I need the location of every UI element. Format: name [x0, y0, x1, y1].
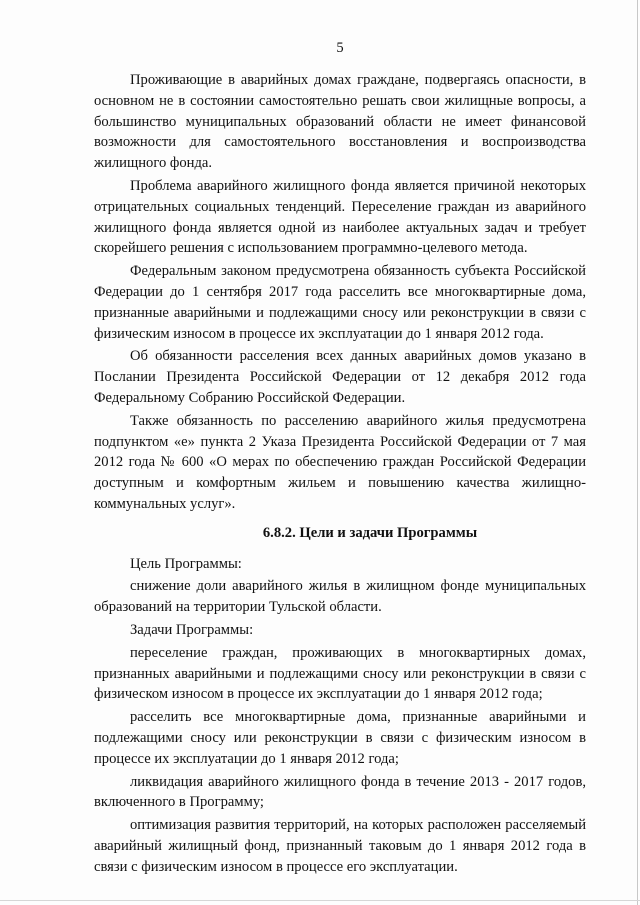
- paragraph: Проблема аварийного жилищного фонда является причиной некоторых отрицательных социальных тенденций. Переселение граждан из аварийного жилищного фонда является одной из наиболее актуальных задач и требует скорейшего решения с использованием программно-целевого метода.: [94, 177, 586, 257]
- paragraph: оптимизация развития территорий, на которых расположен расселяемый аварийный жилищный фонд, признанный таковым до 1 января 2012 года в связи с физическим износом в процессе его эксплуатации.: [94, 817, 586, 875]
- paragraph: Задачи Программы:: [130, 621, 254, 638]
- paragraph: ликвидация аварийного жилищного фонда в течение 2013 - 2017 годов, включенного в Программу;: [94, 773, 586, 811]
- page-edge-bottom: [0, 900, 640, 901]
- paragraph: Проживающие в аварийных домах граждане, подвергаясь опасности, в основном не в состоянии самостоятельно решать свои жилищные вопросы, а большинство муниципальных образований области не имеет финансовой возможности для самостоятельного восстановления и воспроизводства жилищного фонда.: [94, 72, 586, 172]
- paragraph: переселение граждан, проживающих в многоквартирных домах, признанных аварийными и подлежащими сносу или реконструкции в связи с физическом износом в процессе их эксплуатации до 1 января 2012 года;: [94, 644, 586, 703]
- paragraph: снижение доли аварийного жилья в жилищном фонде муниципальных образований на территории Тульской области.: [94, 578, 586, 616]
- section-heading: 6.8.2. Цели и задачи Программы: [262, 524, 478, 541]
- paragraph: расселить все многоквартирные дома, признанные аварийными и подлежащими сносу или реконструкции в связи с физическим износом в процессе их эксплуатации до 1 января 2012 года;: [94, 709, 586, 767]
- paragraph: Также обязанность по расселению аварийного жилья предусмотрена подпунктом «е» пункта 2 Указа Президента Российской Федерации от 7 мая 2012 года № 600 «О мерах по обеспечению граждан Российской Федерации доступным и комфортным жильем и повышению качества жилищно-коммунальных услуг».: [94, 412, 586, 512]
- paragraph: Цель Программы:: [130, 555, 242, 572]
- document-body: [94, 70, 586, 879]
- page-edge-right: [637, 0, 638, 905]
- paragraph: Федеральным законом предусмотрена обязанность субъекта Российской Федерации до 1 сентября 2017 года расселить все многоквартирные дома, признанные аварийными и подлежащими сносу или реконструкции в связи с физическим износом в процессе их эксплуатации до 1 января 2012 года.: [94, 263, 586, 342]
- page-number: 5: [336, 40, 344, 56]
- paragraph: Об обязанности расселения всех данных аварийных домов указано в Послании Президента Российской Федерации от 12 декабря 2012 года Федеральному Собранию Российской Федерации.: [94, 348, 586, 406]
